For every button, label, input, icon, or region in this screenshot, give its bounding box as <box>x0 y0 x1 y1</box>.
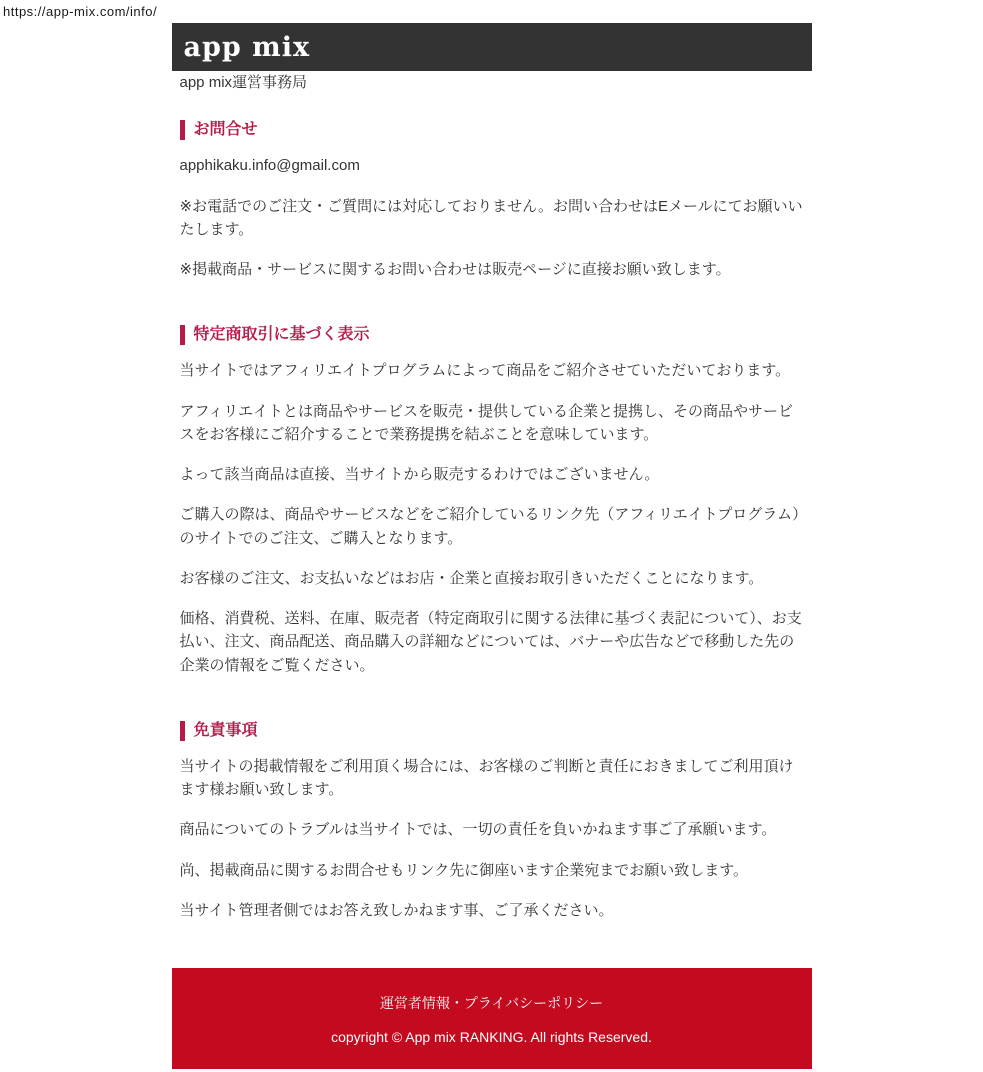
main-content <box>172 71 812 922</box>
paragraph: 当サイトの掲載情報をご利用頂く場合には、お客様のご判断と責任におきましてご利用頂けます様お願い致します。 <box>179 757 794 798</box>
section-disclaimer <box>180 721 804 922</box>
section-heading-disclaimer: 免責事項 <box>180 721 804 741</box>
section-contact <box>180 120 804 281</box>
paragraph: ご購入の際は、商品やサービスなどをご紹介しているリンク先（アフィリエイトプログラム）のサイトでのご注文、ご購入となります。 <box>179 506 800 547</box>
page-url: https://app-mix.com/info/ <box>3 4 158 19</box>
operator-name: app mix運営事務局 <box>179 74 308 91</box>
footer-copyright: copyright © App mix RANKING. All rights Reserved. <box>331 1029 652 1045</box>
paragraph: アフィリエイトとは商品やサービスを販売・提供している企業と提携し、その商品やサービスをお客様にご紹介することで業務提携を結ぶことを意味しています。 <box>179 402 794 443</box>
footer-privacy-policy-link[interactable]: 運営者情報・プライバシーポリシー <box>379 995 604 1011</box>
paragraph: ※お電話でのご注文・ご質問には対応しておりません。お問い合わせはEメールにてお願いいたします。 <box>179 197 803 238</box>
paragraph: お客様のご注文、お支払いなどはお店・企業と直接お取引きいただくことになります。 <box>179 569 764 587</box>
paragraph: 当サイト管理者側ではお答え致しかねます事、ご了承ください。 <box>179 901 614 919</box>
site-footer <box>172 968 812 1069</box>
site-title[interactable]: app mix <box>183 31 311 63</box>
site-header <box>172 23 812 71</box>
page-container <box>172 23 812 1069</box>
paragraph: 価格、消費税、送料、在庫、販売者（特定商取引に関する法律に基づく表記について）、お支払い、注文、商品配送、商品購入の詳細などについては、バナーや広告などで移動した先の企業の情報をご覧ください。 <box>179 610 802 674</box>
paragraph: ※掲載商品・サービスに関するお問い合わせは販売ページに直接お願い致します。 <box>179 261 731 278</box>
paragraph: 当サイトではアフィリエイトプログラムによって商品をご紹介させていただいております。 <box>179 362 791 380</box>
section-heading-contact: お問合せ <box>180 120 804 140</box>
section-heading-tokutei: 特定商取引に基づく表示 <box>180 325 804 345</box>
paragraph: 商品についてのトラブルは当サイトでは、一切の責任を負いかねます事ご了承願います。 <box>179 821 777 839</box>
paragraph: よって該当商品は直接、当サイトから販売するわけではございません。 <box>179 466 660 483</box>
section-tokutei-shoutorihiki <box>180 325 804 677</box>
paragraph: 尚、掲載商品に関するお問合せもリンク先に御座います企業宛までお願い致します。 <box>179 861 749 879</box>
contact-email: apphikaku.info@gmail.com <box>179 157 360 175</box>
